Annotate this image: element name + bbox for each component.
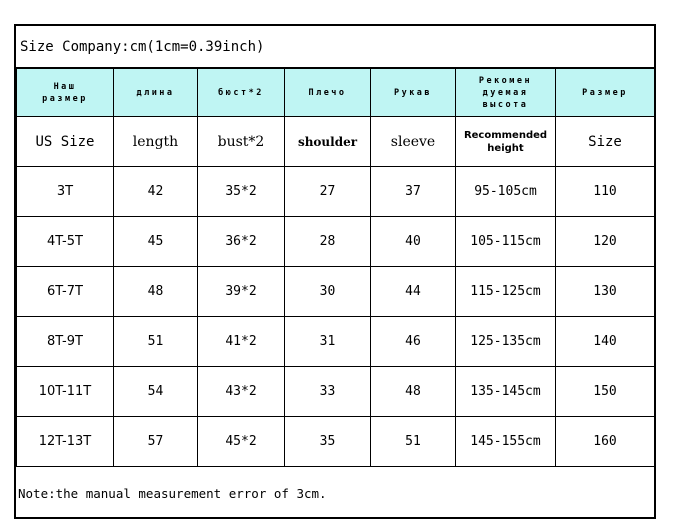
header-ru-line: высота [482, 99, 529, 110]
header-ru-bust [198, 69, 285, 117]
header-en-us-size: US Size [17, 117, 114, 167]
cell-size: 150 [556, 367, 655, 417]
measurement-note: Note:the manual measurement error of 3cm. [18, 485, 327, 501]
cell-length: 57 [114, 417, 198, 467]
cell-bust: 45*2 [198, 417, 285, 467]
header-en-bust: bust*2 [198, 117, 285, 167]
cell-shoulder: 31 [285, 317, 371, 367]
header-ru-line: Наш [53, 81, 77, 92]
header-row-ru [17, 69, 655, 117]
size-table [16, 68, 655, 467]
header-en-shoulder: shoulder [285, 117, 371, 167]
header-en-size: Size [556, 117, 655, 167]
header-ru-line: размер [42, 93, 88, 104]
cell-sleeve: 40 [371, 217, 456, 267]
header-ru-size [556, 69, 655, 117]
cell-us-size: 8T-9T [17, 317, 114, 367]
cell-size: 130 [556, 267, 655, 317]
header-ru-line: бюст*2 [218, 87, 264, 98]
cell-size: 110 [556, 167, 655, 217]
cell-bust: 39*2 [198, 267, 285, 317]
header-ru-line: длина [136, 87, 175, 98]
cell-bust: 41*2 [198, 317, 285, 367]
cell-recommended-height: 105-115cm [456, 217, 556, 267]
chart-title: Size Company:cm(1cm=0.39inch) [16, 26, 654, 68]
header-ru-line: Рекомен [478, 75, 533, 86]
cell-shoulder: 27 [285, 167, 371, 217]
cell-us-size: 3T [17, 167, 114, 217]
header-ru-recommended-height [456, 69, 556, 117]
cell-sleeve: 44 [371, 267, 456, 317]
cell-recommended-height: 95-105cm [456, 167, 556, 217]
cell-sleeve: 46 [371, 317, 456, 367]
cell-shoulder: 33 [285, 367, 371, 417]
cell-sleeve: 48 [371, 367, 456, 417]
cell-length: 45 [114, 217, 198, 267]
cell-size: 140 [556, 317, 655, 367]
cell-sleeve: 37 [371, 167, 456, 217]
header-ru-sleeve [371, 69, 456, 117]
header-ru-line: Рукав [393, 87, 433, 98]
cell-size: 160 [556, 417, 655, 467]
cell-shoulder: 30 [285, 267, 371, 317]
table-row [17, 367, 655, 417]
header-ru-line: Размер [582, 87, 628, 98]
cell-size: 120 [556, 217, 655, 267]
cell-recommended-height: 115-125cm [456, 267, 556, 317]
cell-length: 51 [114, 317, 198, 367]
cell-length: 54 [114, 367, 198, 417]
cell-length: 48 [114, 267, 198, 317]
cell-us-size: 4T-5T [17, 217, 114, 267]
header-ru-line: дуемая [482, 87, 529, 98]
size-chart [14, 24, 656, 519]
table-row [17, 317, 655, 367]
header-en-recommended-height: Recommended height [456, 117, 556, 167]
cell-length: 42 [114, 167, 198, 217]
table-row [17, 217, 655, 267]
cell-shoulder: 35 [285, 417, 371, 467]
table-row [17, 167, 655, 217]
cell-sleeve: 51 [371, 417, 456, 467]
header-ru-length [114, 69, 198, 117]
header-en-length: length [114, 117, 198, 167]
cell-recommended-height: 125-135cm [456, 317, 556, 367]
header-ru-line: Плечо [308, 87, 347, 98]
cell-bust: 43*2 [198, 367, 285, 417]
table-row [17, 267, 655, 317]
cell-shoulder: 28 [285, 217, 371, 267]
header-ru-our-size [17, 69, 114, 117]
header-en-sleeve: sleeve [371, 117, 456, 167]
cell-bust: 35*2 [198, 167, 285, 217]
cell-us-size: 10T-11T [17, 367, 114, 417]
cell-recommended-height: 135-145cm [456, 367, 556, 417]
cell-recommended-height: 145-155cm [456, 417, 556, 467]
table-row [17, 417, 655, 467]
header-ru-shoulder [285, 69, 371, 117]
cell-us-size: 12T-13T [17, 417, 114, 467]
cell-bust: 36*2 [198, 217, 285, 267]
header-row-en [17, 117, 655, 167]
cell-us-size: 6T-7T [17, 267, 114, 317]
